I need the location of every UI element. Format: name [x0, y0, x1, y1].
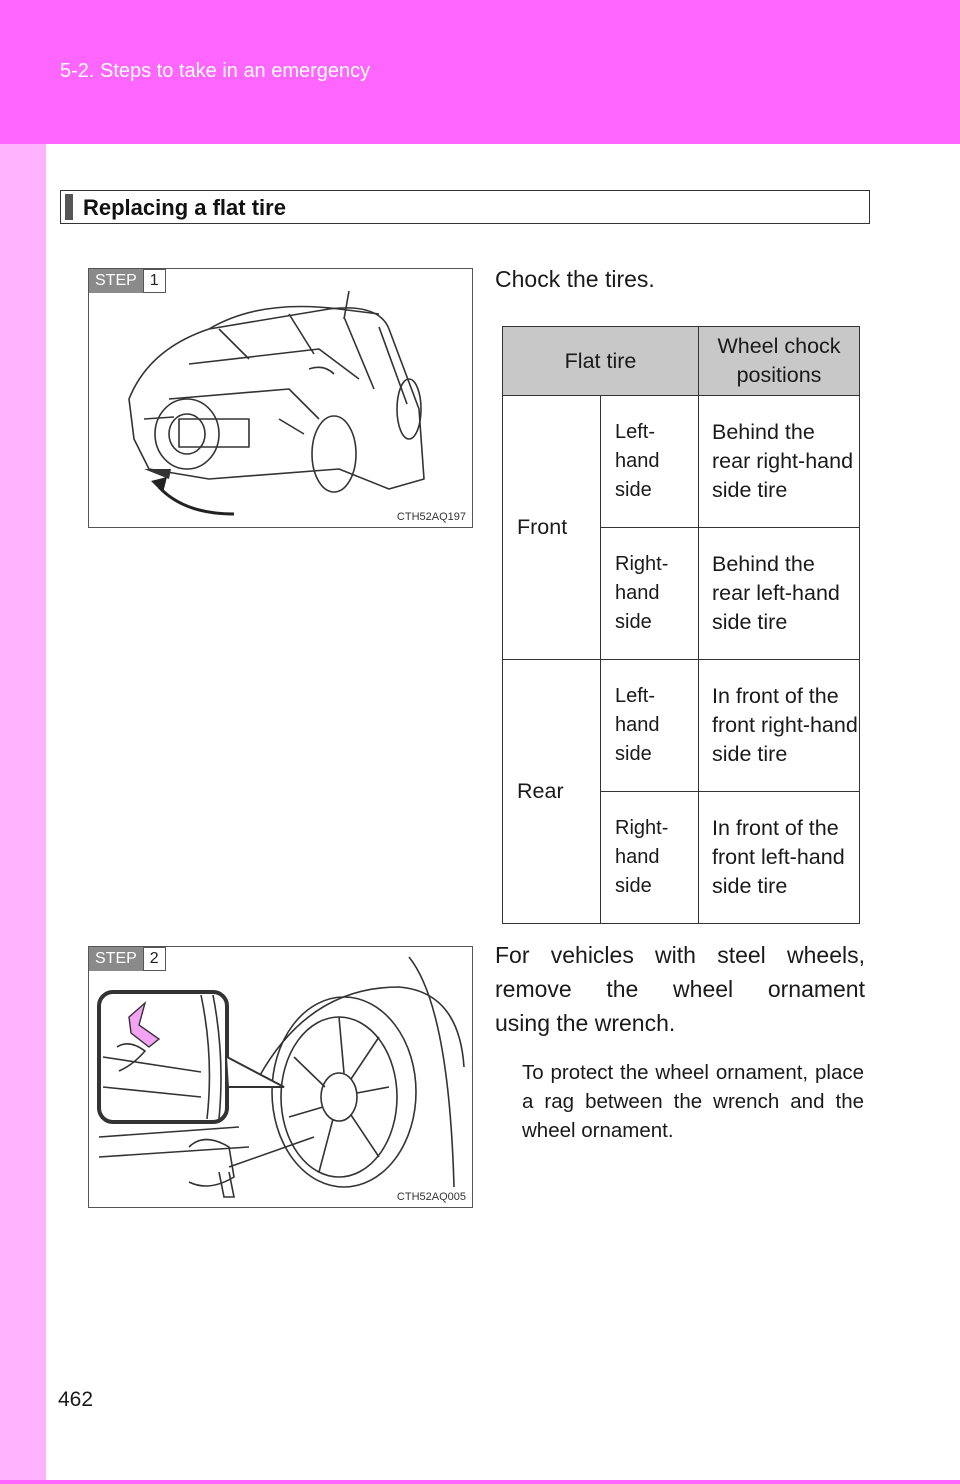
step1-text: Chock the tires. — [495, 266, 655, 292]
step2-badge — [89, 947, 166, 971]
step2-text-line: remove the wheel ornament — [495, 976, 865, 1002]
header-flat-tire: Flat tire — [503, 327, 699, 396]
position-cell: Behind the rear right-hand side tire — [699, 396, 860, 528]
step2-note: To protect the wheel ornament, place a rag between the wrench and the wheel ornament. — [522, 1061, 864, 1142]
page-number: 462 — [58, 1388, 94, 1411]
footer-band — [0, 1480, 960, 1484]
side-cell: Left-hand side — [601, 396, 699, 528]
wheel-ornament-removal-illustration — [89, 947, 472, 1207]
wheel-chock-table — [502, 326, 860, 924]
car-chocked-illustration — [89, 269, 472, 527]
table-header-row — [503, 327, 860, 396]
side-cell: Right-hand side — [601, 528, 699, 660]
step1-figure-code: CTH52AQ197 — [396, 511, 466, 523]
side-cell: Right-hand side — [601, 792, 699, 924]
position-cell: In front of the front left-hand side tire — [699, 792, 860, 924]
axle-front: Front — [503, 396, 601, 660]
axle-rear: Rear — [503, 660, 601, 924]
step1-badge — [89, 269, 166, 293]
side-cell: Left-hand side — [601, 660, 699, 792]
step2-text-line: For vehicles with steel wheels, — [495, 942, 865, 968]
step2-badge-number: 2 — [143, 947, 166, 971]
section-title: Replacing a flat tire — [83, 195, 286, 220]
step1-badge-number: 1 — [143, 269, 166, 293]
position-cell: In front of the front right-hand side tire — [699, 660, 860, 792]
table-row — [503, 660, 860, 792]
step2-text-line: using the wrench. — [495, 1010, 676, 1036]
table-row — [503, 396, 860, 528]
step2-figure — [88, 946, 473, 1208]
step2-text — [495, 938, 865, 1040]
position-cell: Behind the rear left-hand side tire — [699, 528, 860, 660]
section-title-bar — [65, 194, 73, 220]
side-band — [0, 144, 46, 1480]
section-title-box — [60, 190, 870, 224]
step1-badge-label: STEP — [89, 269, 143, 293]
step1-figure — [88, 268, 473, 528]
step2-figure-code: CTH52AQ005 — [396, 1191, 466, 1203]
step2-badge-label: STEP — [89, 947, 143, 971]
header-chock-positions: Wheel chock positions — [699, 327, 860, 396]
section-header: 5-2. Steps to take in an emergency — [60, 60, 371, 82]
